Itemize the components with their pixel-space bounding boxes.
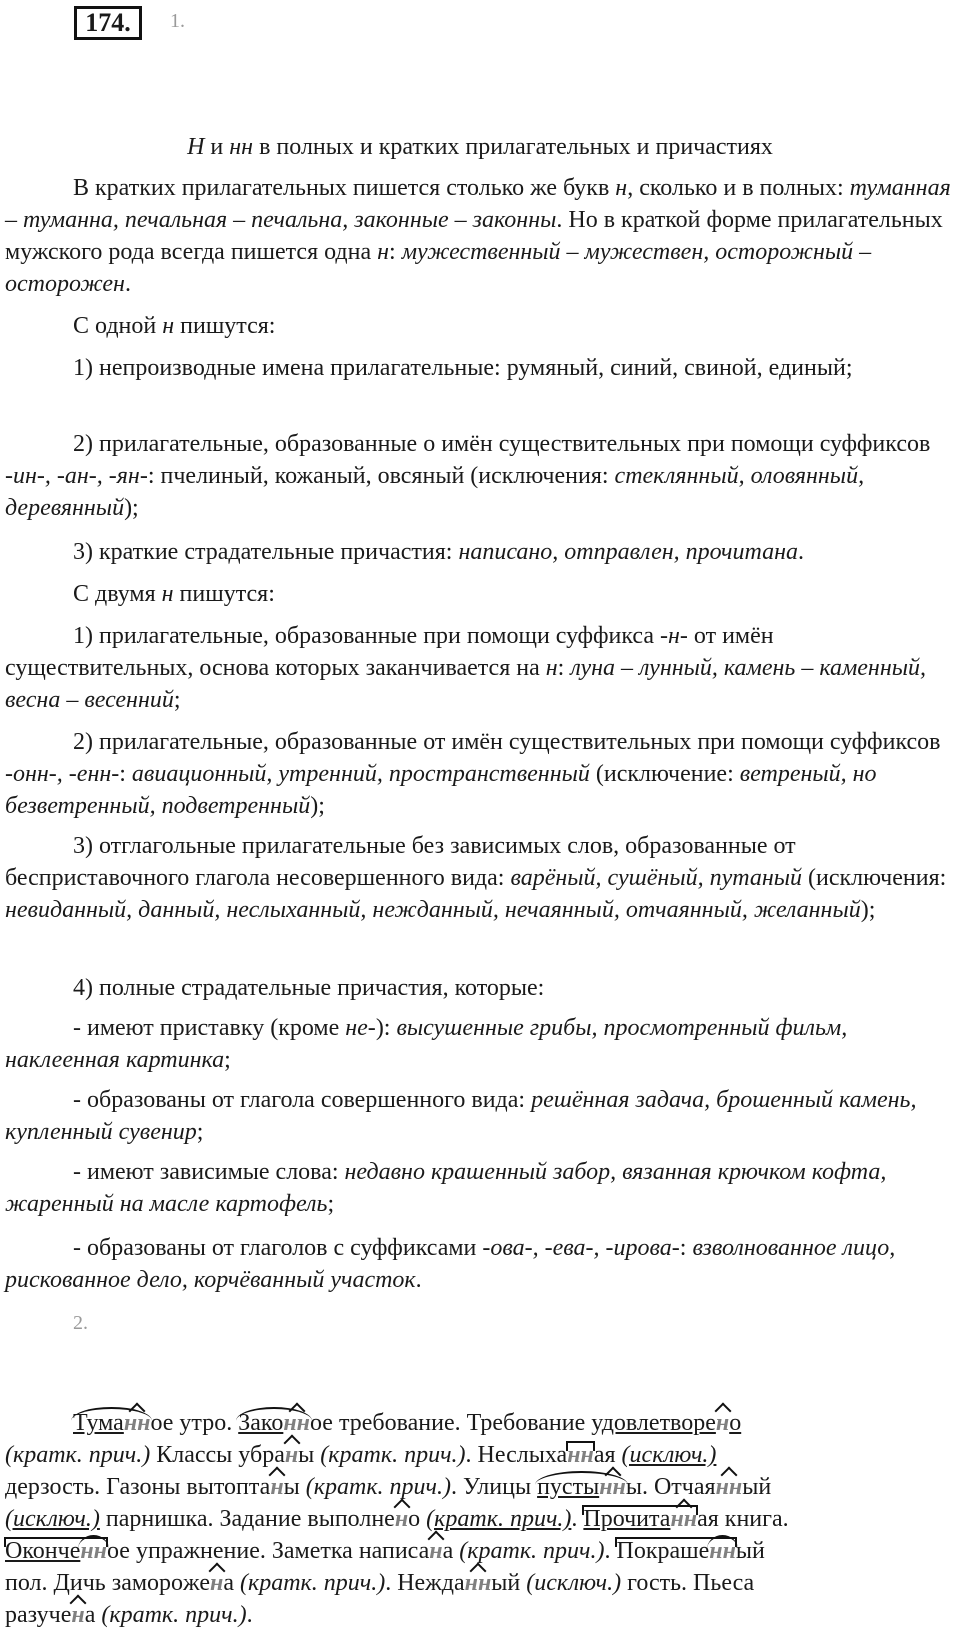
- answer-word: Прочитанн: [583, 1501, 697, 1537]
- answer-line-1: Туманное утро. Законное требование. Требование удовлетворено: [73, 1405, 741, 1441]
- answer-line-4: (исключ.) парнишка. Задание выполнено (кратк. прич.). Прочитанная книга.: [5, 1501, 789, 1537]
- answer-word: удовлетворено: [591, 1410, 741, 1436]
- rule-subitem-prefix: - имеют приставку (кроме не-): высушенные грибы, просмотренный фильм, наклеенная картинка;: [5, 1015, 848, 1073]
- rule-heading-double-n: С двумя н пишутся:: [73, 581, 275, 607]
- answer-line-6: пол. Дичь заморoжена (кратк. прич.). Нежданный (исключ.) гость. Пьеса: [5, 1565, 754, 1601]
- rule-item-1: 1) непроизводные имена прилагательные: румяный, синий, свиной, единый;: [73, 355, 853, 381]
- answer-line-7: разучена (кратк. прич.).: [5, 1597, 253, 1633]
- answer-word: Туманн: [73, 1405, 150, 1441]
- answer-line-2: (кратк. прич.) Классы убраны (кратк. прич.). Неслыханная (исключ.): [5, 1437, 716, 1473]
- part-1-label: 1.: [170, 10, 185, 32]
- rule-subitem-dependent: - имеют зависимые слова: недавно крашенный забор, вязанная крючком кофта, жаренный на масле картофель;: [5, 1159, 887, 1217]
- rule-heading-single-n: С одной н пишутся:: [73, 313, 276, 339]
- rule-paragraph-intro: В кратких прилагательных пишется столько же букв н, сколько и в полных: туманная – туманна, печальная – печальна, законные – законны. Но в краткой форме прилагательных мужского рода всегда пишется одна н: мужественный – мужествен, осторожный – осторожен.: [5, 175, 951, 297]
- answer-word: Оконченн: [5, 1533, 107, 1569]
- rule-item-3: 3) краткие страдательные причастия: написано, отправлен, прочитана.: [73, 539, 805, 565]
- rule-item-double-1: 1) прилагательные, образованные при помощи суффикса -н- от имён существительных, основа которых заканчивается на н: луна – лунный, камень – каменный, весна – весенний;: [5, 623, 926, 713]
- part-2-label: 2.: [73, 1312, 88, 1334]
- answer-line-3: дерзость. Газоны вытоптаны (кратк. прич.). Улицы пустынны. Отчаянный: [5, 1469, 771, 1505]
- answer-line-5: Оконченное упражнение. Заметка написана (кратк. прич.). Покрашенный: [5, 1533, 765, 1569]
- answer-word: Покрашенн: [616, 1533, 735, 1569]
- rule-item-double-3: 3) отглагольные прилагательные без зависимых слов, образованные от бесприставочного глагола несовершенного вида: варёный, сушёный, путаный (исключения: невиданный, данный, неслыханный, нежданный, нечаянный, отчаянный, желанный);: [5, 833, 947, 923]
- exercise-number: 174.: [74, 6, 142, 40]
- rule-item-double-2: 2) прилагательные, образованные от имён существительных при помощи суффиксов -онн-, -енн-: авиационный, утренний, пространственный (исключение: ветреный, но безветренный, подветренный);: [5, 729, 941, 819]
- rule-item-double-4: 4) полные страдательные причастия, которые:: [73, 975, 545, 1001]
- rule-item-2: 2) прилагательные, образованные о имён существительных при помощи суффиксов -ин-, -ан-, -ян-: пчелиный, кожаный, овсяный (исключения: стеклянный, оловянный, деревянный);: [5, 431, 931, 521]
- rule-subitem-suffixes: - образованы от глаголов с суффиксами -ова-, -ева-, -ирова-: взволнованное лицо, рискованное дело, корчёванный участок.: [5, 1235, 896, 1293]
- answer-word: Законн: [238, 1405, 310, 1441]
- answer-word: пустынн: [537, 1469, 626, 1505]
- rule-subitem-perfective: - образованы от глагола совершенного вида: решённая задача, брошенный камень, купленный сувенир;: [5, 1087, 917, 1145]
- section-title: Н и нн в полных и кратких прилагательных и причастиях: [187, 134, 773, 160]
